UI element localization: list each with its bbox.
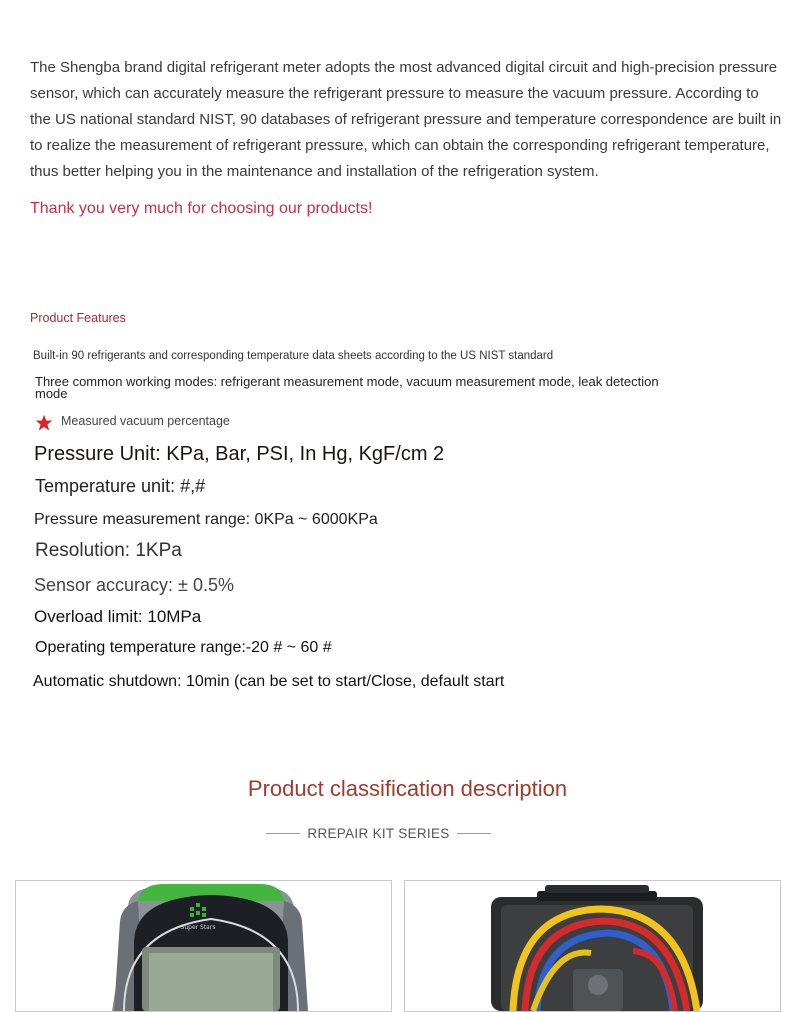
refrigerant-meter-image: [16, 881, 391, 1011]
divider-right: [457, 833, 491, 834]
product-card-repair-kit[interactable]: [404, 880, 781, 1012]
feature-operating-temperature: Operating temperature range:-20 # ~ 60 #: [35, 639, 332, 656]
svg-text:Super Stars: Super Stars: [180, 924, 216, 931]
repair-kit-case-image: [405, 881, 780, 1011]
feature-automatic-shutdown: Automatic shutdown: 10min (can be set to start/Close, default start: [33, 673, 505, 690]
product-card-meter[interactable]: [15, 880, 392, 1012]
series-label: RREPAIR KIT SERIES: [307, 825, 450, 841]
feature-pressure-range: Pressure measurement range: 0KPa ~ 6000KPa: [34, 511, 378, 528]
feature-resolution: Resolution: 1KPa: [35, 540, 182, 561]
classification-title: Product classification description: [247, 776, 568, 801]
feature-vacuum-percentage: Measured vacuum percentage: [61, 414, 230, 428]
thank-you-text: Thank you very much for choosing our products!: [30, 200, 373, 217]
feature-overload-limit: Overload limit: 10MPa: [34, 607, 202, 626]
intro-paragraph: The Shengba brand digital refrigerant meter adopts the most advanced digital circuit and high-precision pressure sensor, which can accurately measure the refrigerant pressure to measure the vacuum pressure. According to the US national standard NIST, 90 databases of refrigerant pressure and temperature correspondence are built in to realize the measurement of refrigerant pressure, which can obtain the corresponding refrigerant temperature, thus better helping you in the maintenance and installation of the refrigeration system.: [30, 59, 782, 180]
features-title: Product Features: [30, 311, 126, 325]
divider-left: [266, 833, 300, 834]
feature-refrigerant-database: Built-in 90 refrigerants and corresponding temperature data sheets according to the US NIST standard: [33, 350, 554, 362]
feature-pressure-unit: Pressure Unit: KPa, Bar, PSI, In Hg, KgF/cm 2: [34, 443, 445, 465]
feature-sensor-accuracy: Sensor accuracy: ± 0.5%: [34, 575, 234, 595]
feature-temperature-unit: Temperature unit: #,#: [35, 476, 206, 496]
series-heading: [266, 824, 491, 842]
star-icon: [35, 414, 53, 432]
feature-working-modes: Three common working modes: refrigerant measurement mode, vacuum measurement mode, leak detection mode: [35, 374, 659, 401]
